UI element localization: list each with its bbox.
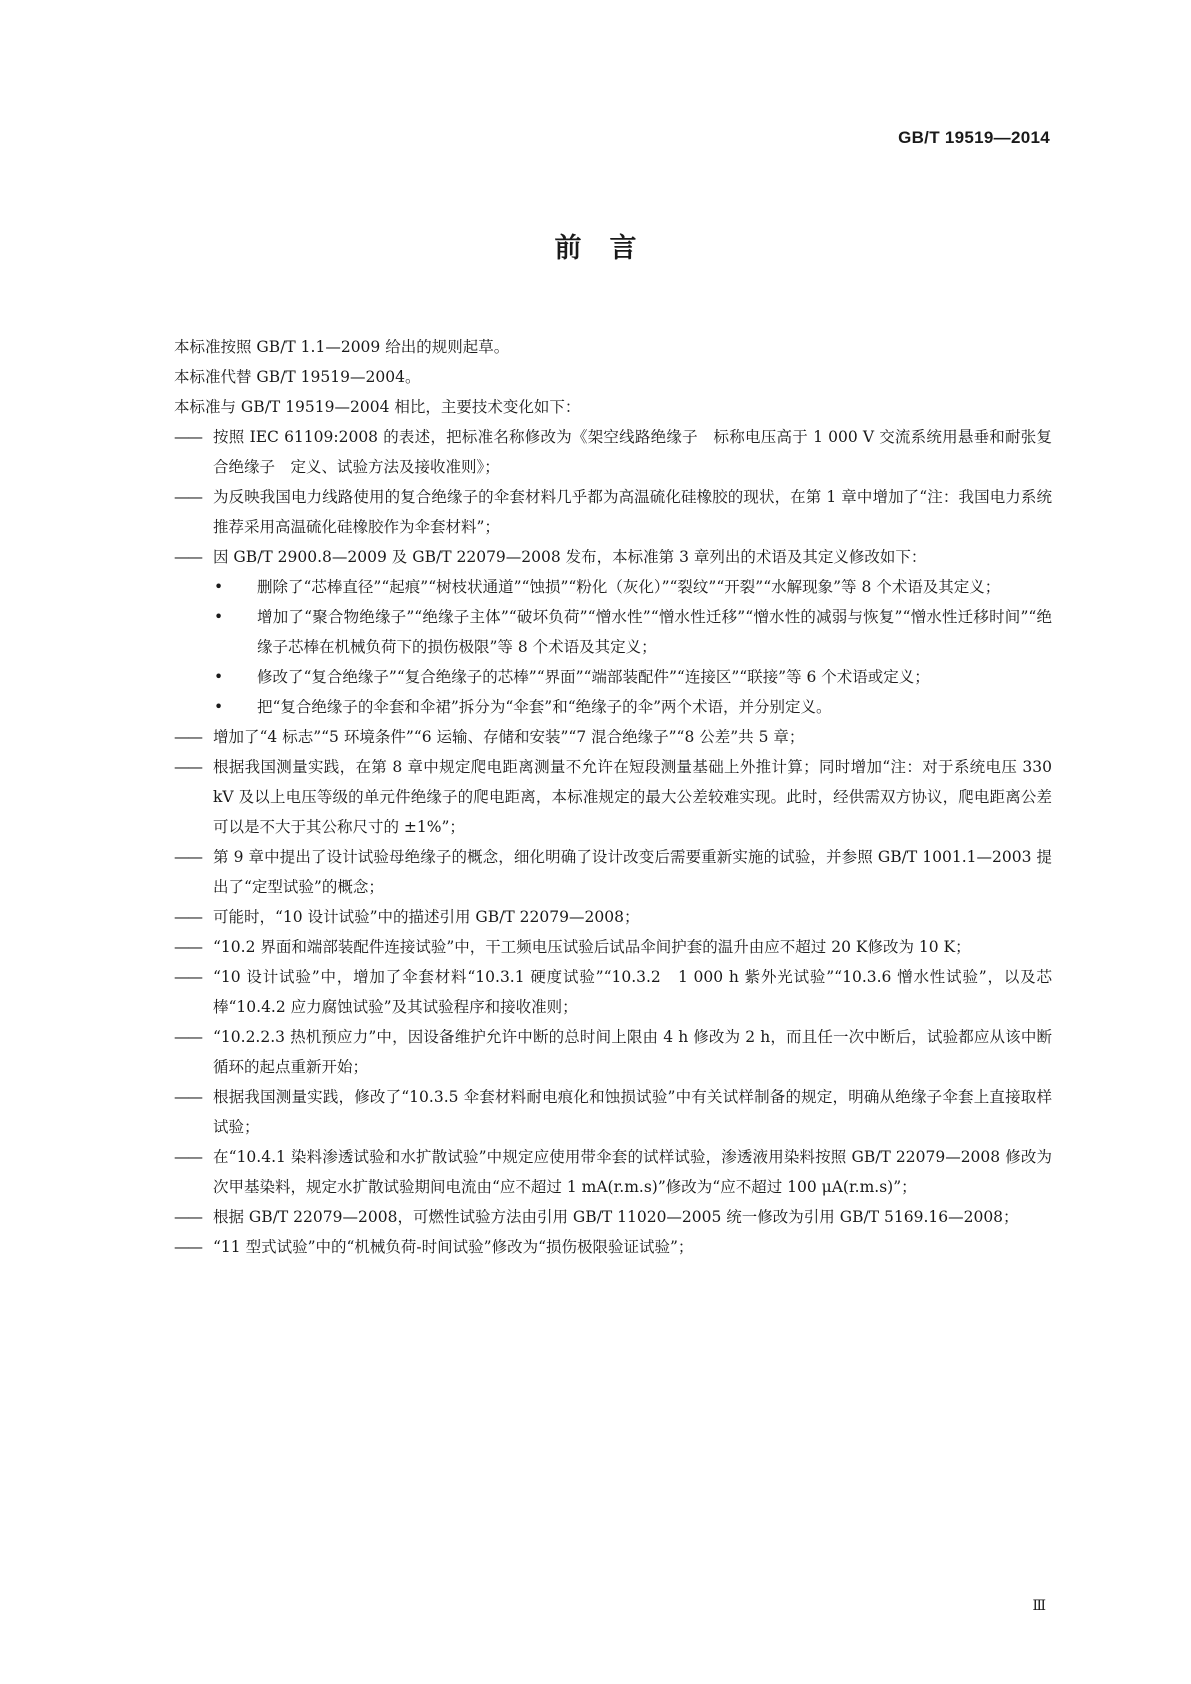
change-text: 根据我国测量实践，在第 8 章中规定爬电距离测量不允许在短段测量基础上外推计算；同时增加“注：对于系统电压 330 kV 及以上电压等级的单元件绝缘子的爬电距离，本标准规定的最大公差较难实现。此时，经供需双方协议，爬电距离公差可以是不大于其公称尺寸的 ±1%”； xyxy=(213,758,1052,836)
change-text: “11 型式试验”中的“机械负荷-时间试验”修改为“损伤极限验证试验”； xyxy=(213,1238,694,1256)
term-change-subitem xyxy=(174,602,1052,662)
change-item xyxy=(174,1232,1052,1262)
page-number: Ⅲ xyxy=(1032,1598,1046,1614)
change-text: 根据我国测量实践，修改了“10.3.5 伞套材料耐电痕化和蚀损试验”中有关试样制备的规定，明确从绝缘子伞套上直接取样试验； xyxy=(213,1088,1052,1136)
change-item xyxy=(174,1082,1052,1142)
dash-marker: —— xyxy=(174,908,201,926)
change-text: 增加了“4 标志”“5 环境条件”“6 运输、存储和安装”“7 混合绝缘子”“8 公差”共 5 章； xyxy=(213,728,805,746)
bullet-icon: • xyxy=(214,608,224,626)
subitem-text: 修改了“复合绝缘子”“复合绝缘子的芯棒”“界面”“端部装配件”“连接区”“联接”等 6 个术语或定义； xyxy=(257,668,930,686)
change-item xyxy=(174,542,1052,572)
intro-paragraph: 本标准按照 GB/T 1.1—2009 给出的规则起草。 xyxy=(174,338,510,356)
change-text: 根据 GB/T 22079—2008，可燃性试验方法由引用 GB/T 11020—2005 统一修改为引用 GB/T 5169.16—2008； xyxy=(213,1208,1019,1226)
change-item xyxy=(174,842,1052,902)
change-item xyxy=(174,962,1052,1022)
dash-marker: —— xyxy=(174,1208,201,1226)
dash-marker: —— xyxy=(174,1028,201,1046)
change-text: 因 GB/T 2900.8—2009 及 GB/T 22079—2008 发布，本标准第 3 章列出的术语及其定义修改如下： xyxy=(213,548,927,566)
change-item xyxy=(174,722,1052,752)
dash-marker: —— xyxy=(174,968,201,986)
change-text: 按照 IEC 61109:2008 的表述，把标准名称修改为《架空线路绝缘子 标称电压高于 1 000 V 交流系统用悬垂和耐张复合绝缘子 定义、试验方法及接收准则》； xyxy=(213,428,1052,476)
term-change-subitem xyxy=(174,692,1052,722)
bullet-icon: • xyxy=(214,578,224,596)
dash-marker: —— xyxy=(174,428,201,446)
intro-paragraph: 本标准与 GB/T 19519—2004 相比，主要技术变化如下： xyxy=(174,398,581,416)
change-text: 在“10.4.1 染料渗透试验和水扩散试验”中规定应使用带伞套的试样试验，渗透液用染料按照 GB/T 22079—2008 修改为次甲基染料，规定水扩散试验期间电流由“应不超过 1 mA(r.m.s)”修改为“应不超过 100 μA(r.m.s)”； xyxy=(213,1148,1052,1196)
change-text: 第 9 章中提出了设计试验母绝缘子的概念，细化明确了设计改变后需要重新实施的试验，并参照 GB/T 1001.1—2003 提出了“定型试验”的概念； xyxy=(213,848,1052,896)
bullet-icon: • xyxy=(214,698,224,716)
change-text: “10.2.2.3 热机预应力”中，因设备维护允许中断的总时间上限由 4 h 修改为 2 h，而且任一次中断后，试验都应从该中断循环的起点重新开始； xyxy=(213,1028,1052,1076)
dash-marker: —— xyxy=(174,548,201,566)
standard-code-header: GB/T 19519—2014 xyxy=(898,128,1050,147)
page-title: 前言 xyxy=(554,233,665,264)
change-text: 为反映我国电力线路使用的复合绝缘子的伞套材料几乎都为高温硫化硅橡胶的现状，在第 1 章中增加了“注：我国电力系统推荐采用高温硫化硅橡胶作为伞套材料”； xyxy=(213,488,1052,536)
dash-marker: —— xyxy=(174,728,201,746)
intro-paragraph: 本标准代替 GB/T 19519—2004。 xyxy=(174,368,421,386)
dash-marker: —— xyxy=(174,1238,201,1256)
change-item xyxy=(174,902,1052,932)
change-item xyxy=(174,422,1052,482)
change-item xyxy=(174,752,1052,842)
term-change-subitem xyxy=(174,572,1052,602)
dash-marker: —— xyxy=(174,758,201,776)
dash-marker: —— xyxy=(174,938,201,956)
term-change-subitem xyxy=(174,662,1052,692)
change-text: 可能时，“10 设计试验”中的描述引用 GB/T 22079—2008； xyxy=(213,908,640,926)
dash-marker: —— xyxy=(174,488,201,506)
dash-marker: —— xyxy=(174,1148,201,1166)
change-item xyxy=(174,932,1052,962)
change-text: “10.2 界面和端部装配件连接试验”中，干工频电压试验后试品伞间护套的温升由应不超过 20 K修改为 10 K； xyxy=(213,938,971,956)
change-item xyxy=(174,482,1052,542)
change-text: “10 设计试验”中，增加了伞套材料“10.3.1 硬度试验”“10.3.2 1 000 h 紫外光试验”“10.3.6 憎水性试验”，以及芯棒“10.4.2 应力腐蚀试验”及其试验程序和接收准则； xyxy=(213,968,1052,1016)
subitem-text: 把“复合绝缘子的伞套和伞裙”拆分为“伞套”和“绝缘子的伞”两个术语，并分别定义。 xyxy=(257,698,832,716)
change-item xyxy=(174,1202,1052,1232)
document-body xyxy=(174,332,1052,1262)
subitem-text: 增加了“聚合物绝缘子”“绝缘子主体”“破坏负荷”“憎水性”“憎水性迁移”“憎水性的减弱与恢复”“憎水性迁移时间”“绝缘子芯棒在机械负荷下的损伤极限”等 8 个术语及其定义； xyxy=(257,608,1052,656)
change-item xyxy=(174,1022,1052,1082)
dash-marker: —— xyxy=(174,1088,201,1106)
subitem-text: 删除了“芯棒直径”“起痕”“树枝状通道”“蚀损”“粉化（灰化）”“裂纹”“开裂”“水解现象”等 8 个术语及其定义； xyxy=(257,578,1001,596)
bullet-icon: • xyxy=(214,668,224,686)
dash-marker: —— xyxy=(174,848,201,866)
change-item xyxy=(174,1142,1052,1202)
